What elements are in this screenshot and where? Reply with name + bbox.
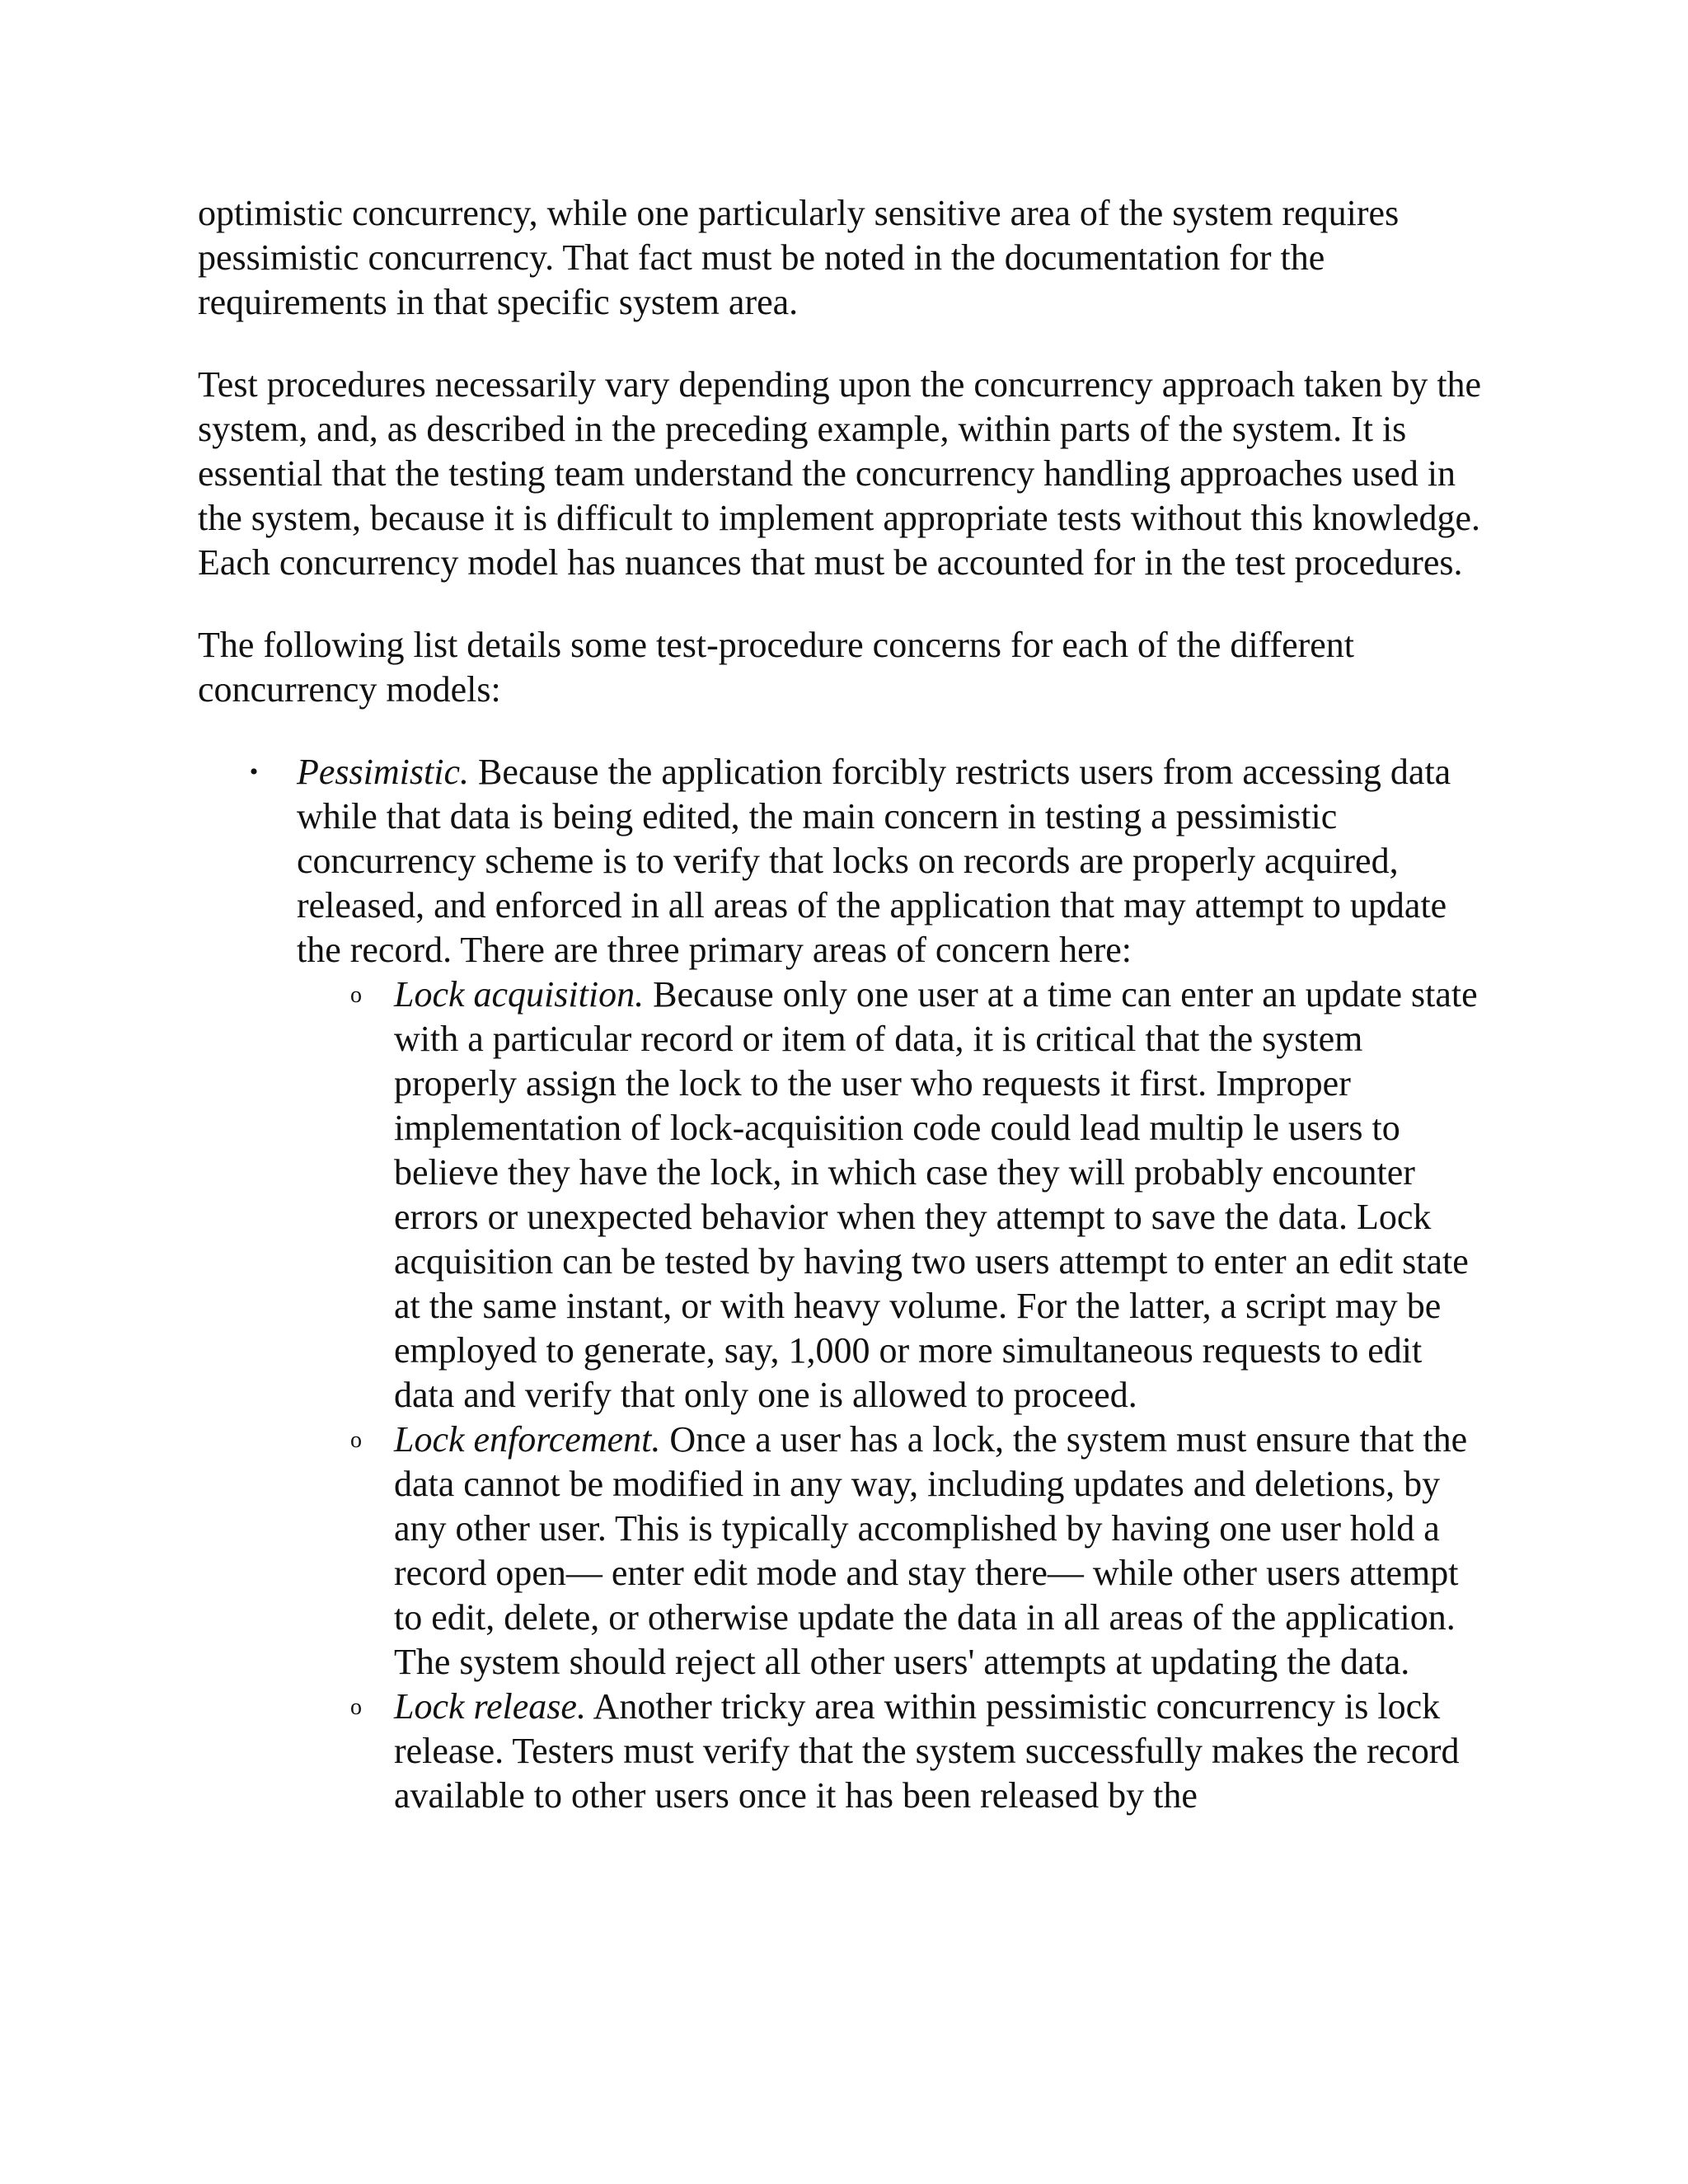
concurrency-model-list xyxy=(198,750,1484,1818)
term-lock-acquisition: Lock acquisition. xyxy=(394,974,645,1015)
pessimistic-concerns-list xyxy=(297,972,1484,1818)
sub-bullet-icon: o xyxy=(350,1694,362,1720)
sub-item-lock-enforcement xyxy=(297,1418,1484,1685)
bullet-icon: • xyxy=(249,758,259,785)
sub-bullet-icon: o xyxy=(350,982,362,1008)
paragraph-test-procedures: Test procedures necessarily vary depending upon the concurrency approach taken by the system, and, as described in the preceding example, within parts of the system. It is essential that the testing team understand the concurrency handling approaches used in the system, because it is difficult to implement appropriate tests without this knowledge. Each concurrency model has nuances that must be accounted for in the test procedures. xyxy=(198,364,1482,583)
text-lock-acquisition: Because only one user at a time can enter an update state with a particular record or item of data, it is critical that the system properly assign the lock to the user who requests it first. Improper implementation of lock-acquisition code could lead multip le users to believe they have the lock, in which case they will probably encounter errors or unexpected behavior when they attempt to save the data. Lock acquisition can be tested by having two users attempt to enter an edit state at the same instant, or with heavy volume. For the latter, a script may be employed to generate, say, 1,000 or more simultaneous requests to edit data and verify that only one is allowed to proceed. xyxy=(394,974,1478,1415)
sub-item-lock-acquisition xyxy=(297,972,1484,1418)
sub-item-lock-release xyxy=(297,1685,1484,1818)
list-item-pessimistic xyxy=(198,750,1484,1818)
text-lock-release: Another tricky area within pessimistic concurrency is lock release. Testers must verify that the system successfully makes the record available to other users once it has been released by the xyxy=(394,1686,1460,1816)
body-text xyxy=(198,191,1484,1818)
term-pessimistic: Pessimistic. xyxy=(297,752,469,792)
sub-bullet-icon: o xyxy=(350,1427,362,1453)
text-lock-enforcement: Once a user has a lock, the system must ensure that the data cannot be modified in any way, including updates and deletions, by any other user. This is typically accomplished by having one user hold a record open— enter edit mode and stay there— while other users attempt to edit, delete, or otherwise update the data in all areas of the application. The system should reject all other users' attempts at updating the data. xyxy=(394,1419,1468,1682)
term-lock-release: Lock release. xyxy=(394,1686,586,1727)
term-lock-enforcement: Lock enforcement. xyxy=(394,1419,661,1460)
paragraph-concurrency-requirements: optimistic concurrency, while one particularly sensitive area of the system requires pessimistic concurrency. That fact must be noted in the documentation for the requirements in that specific system area. xyxy=(198,193,1400,322)
paragraph-list-intro: The following list details some test-procedure concerns for each of the different concurrency models: xyxy=(198,625,1355,710)
text-pessimistic: Because the application forcibly restricts users from accessing data while that data is being edited, the main concern in testing a pessimistic concurrency scheme is to verify that locks on records are properly acquired, released, and enforced in all areas of the application that may attempt to update the record. There are three primary areas of concern here: xyxy=(297,752,1451,970)
